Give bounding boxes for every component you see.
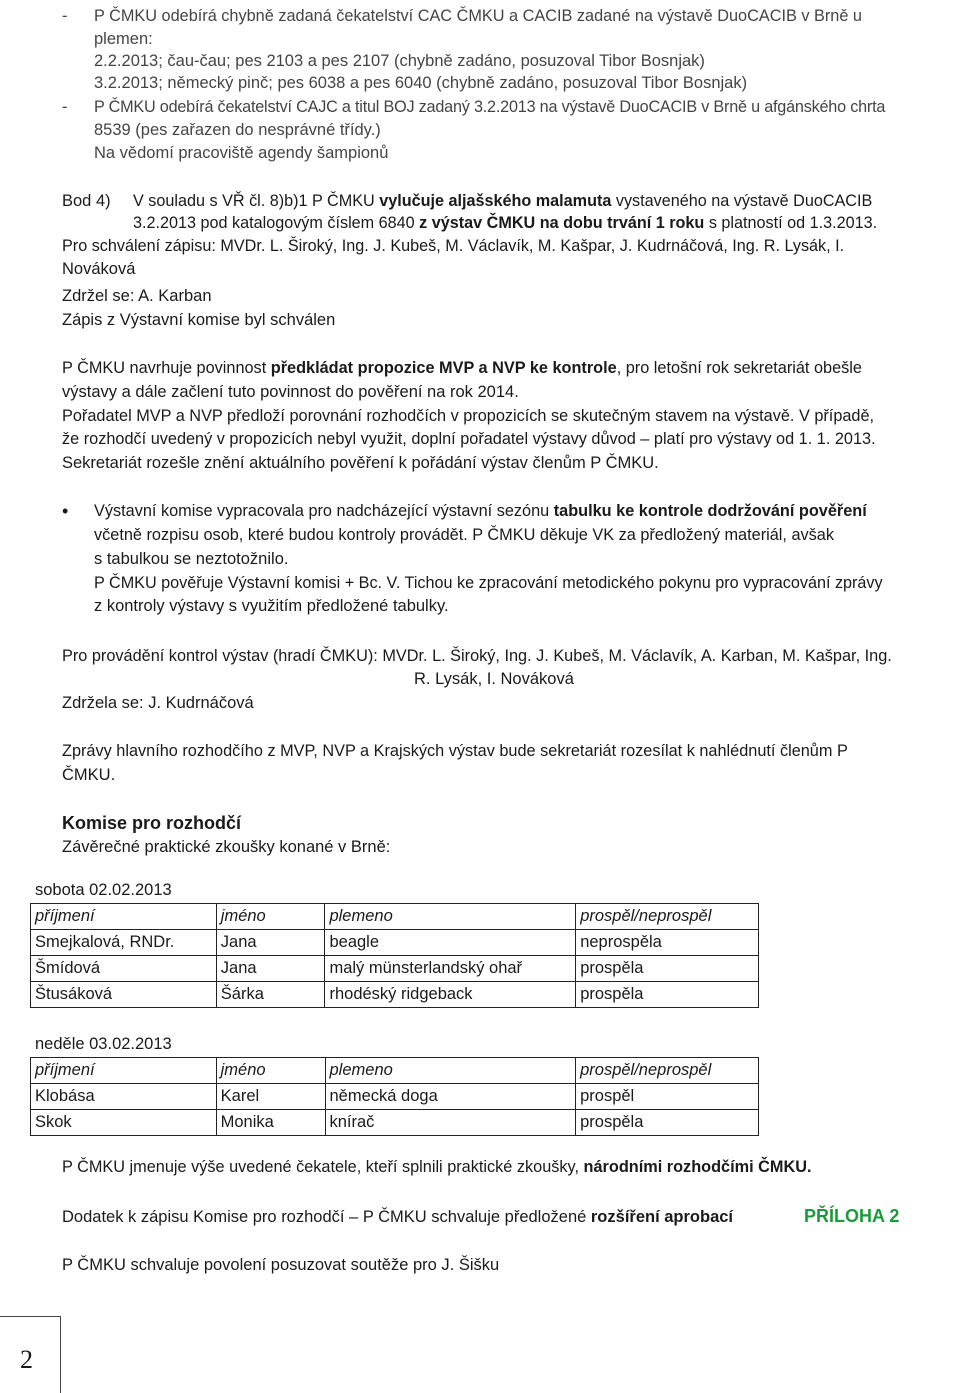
table-row: [31, 930, 759, 956]
header-cell: prospěl/neprospěl: [576, 1058, 759, 1084]
item1-line4: 3.2.2013; německý pinč; pes 6038 a pes 6040 (chybně zadáno, posuzoval Tibor Bosnjak): [94, 74, 748, 92]
table-row: [31, 1084, 759, 1110]
cell-surname: Štusáková: [31, 982, 217, 1008]
cell-result: prospěla: [576, 1110, 759, 1136]
para1-line1: P ČMKU navrhuje povinnost předkládat propozice MVP a NVP ke kontrole, pro letošní rok sekretariát obešle: [62, 359, 862, 377]
table-row: [31, 1110, 759, 1136]
item1-line5: P ČMKU odebírá čekatelství CAJC a titul BOJ zadaný 3.2.2013 na výstavě DuoCACIB v Brně u afgánského chrta: [94, 98, 886, 116]
cell-result: neprospěla: [576, 930, 759, 956]
header-cell: příjmení: [31, 1058, 217, 1084]
item1-line7: Na vědomí pracoviště agendy šampionů: [94, 144, 389, 162]
cell-surname: Klobása: [31, 1084, 217, 1110]
cell-name: Jana: [216, 930, 325, 956]
sunday-date: neděle 03.02.2013: [35, 1035, 172, 1053]
bod4-line2: 3.2.2013 pod katalogovým číslem 6840 z výstav ČMKU na dobu trvání 1 roku s platností od 1.3.2013.: [133, 214, 878, 232]
header-cell: plemeno: [325, 904, 576, 930]
cell-result: prospěla: [576, 982, 759, 1008]
item1-line3: 2.2.2013; čau-čau; pes 2103 a pes 2107 (chybně zadáno, posuzoval Tibor Bosnjak): [94, 52, 705, 70]
reports-line2: ČMKU.: [62, 766, 116, 784]
approval-line1: Pro schválení zápisu: MVDr. L. Široký, Ing. J. Kubeš, M. Václavík, M. Kašpar, J. Kudrnáčová, Ing. R. Lysák, I.: [62, 237, 845, 255]
bullet-line2: včetně rozpisu osob, které budou kontroly provádět. P ČMKU děkuje VK za předložený materiál, avšak: [94, 526, 834, 544]
controls-abstain: Zdržela se: J. Kudrnáčová: [62, 694, 254, 712]
dash-b: -: [62, 98, 68, 116]
attachment-label: PŘÍLOHA 2: [804, 1206, 900, 1226]
controls-line2: R. Lysák, I. Nováková: [414, 670, 574, 688]
saturday-date: sobota 02.02.2013: [35, 881, 172, 899]
table-row: [31, 956, 759, 982]
bullet-line5: z kontroly výstavy s využitím předložené tabulky.: [94, 597, 449, 615]
cell-breed: knírač: [325, 1110, 576, 1136]
saturday-table: [30, 903, 759, 1008]
sunday-table: [30, 1057, 759, 1136]
dash-a: -: [62, 7, 68, 25]
para1-line4: že rozhodčí uvedený v propozicích nebyl využit, doplní pořadatel výstavy důvod – platí pro výstavy od 1. 1. 2013.: [62, 430, 876, 448]
approval-line2: Nováková: [62, 260, 136, 278]
item1-line2: plemen:: [94, 30, 153, 48]
cell-name: Monika: [216, 1110, 325, 1136]
addendum-line: Dodatek k zápisu Komise pro rozhodčí – P ČMKU schvaluje předložené rozšíření aprobací: [62, 1208, 734, 1226]
table-header-row: [31, 1058, 759, 1084]
table-header-row: [31, 904, 759, 930]
cell-surname: Šmídová: [31, 956, 217, 982]
cell-name: Karel: [216, 1084, 325, 1110]
cell-breed: rhodéský ridgeback: [325, 982, 576, 1008]
cell-breed: beagle: [325, 930, 576, 956]
bullet-icon: •: [62, 501, 69, 521]
para1-line5: Sekretariát rozešle znění aktuálního pověření k pořádání výstav členům P ČMKU.: [62, 454, 659, 472]
para1-line3: Pořadatel MVP a NVP předloží porovnání rozhodčích v propozicích se skutečným stavem na výstavě. V případě,: [62, 407, 875, 425]
header-cell: příjmení: [31, 904, 217, 930]
bod4-label: Bod 4): [62, 192, 111, 210]
header-cell: prospěl/neprospěl: [576, 904, 759, 930]
commission-subtitle: Závěrečné praktické zkoušky konané v Brně:: [62, 838, 391, 856]
controls-line1: Pro provádění kontrol výstav (hradí ČMKU): MVDr. L. Široký, Ing. J. Kubeš, M. Václavík, A. Karban, M. Kašpar, Ing.: [62, 647, 892, 665]
cell-result: prospěla: [576, 956, 759, 982]
page-number: 2: [20, 1345, 33, 1374]
header-cell: jméno: [216, 904, 325, 930]
cell-name: Jana: [216, 956, 325, 982]
bullet-line4: P ČMKU pověřuje Výstavní komisi + Bc. V. Tichou ke zpracování metodického pokynu pro vypracování zprávy: [94, 574, 883, 592]
item1-line6: 8539 (pes zařazen do nesprávné třídy.): [94, 121, 381, 139]
abstain-line: Zdržel se: A. Karban: [62, 287, 212, 305]
cell-result: prospěl: [576, 1084, 759, 1110]
reports-line1: Zprávy hlavního rozhodčího z MVP, NVP a Krajských výstav bude sekretariát rozesílat k nahlédnutí členům P: [62, 742, 848, 760]
approved-line: Zápis z Výstavní komise byl schválen: [62, 311, 336, 329]
permit-line: P ČMKU schvaluje povolení posuzovat soutěže pro J. Šišku: [62, 1256, 500, 1274]
bullet-line1: Výstavní komise vypracovala pro nadcházející výstavní sezónu tabulku ke kontrole dodržování pověření: [94, 502, 867, 520]
item1-line1: P ČMKU odebírá chybně zadaná čekatelství CAC ČMKU a CACIB zadané na výstavě DuoCACIB v Brně u: [94, 7, 862, 25]
judges-line: P ČMKU jmenuje výše uvedené čekatele, kteří splnili praktické zkoušky, národními rozhodčími ČMKU.: [62, 1158, 812, 1176]
header-cell: jméno: [216, 1058, 325, 1084]
commission-heading: Komise pro rozhodčí: [62, 813, 242, 833]
table-row: [31, 982, 759, 1008]
cell-name: Šárka: [216, 982, 325, 1008]
para1-line2: výstavy a dále začlení tuto povinnost do pověření na rok 2014.: [62, 383, 519, 401]
cell-breed: malý münsterlandský ohař: [325, 956, 576, 982]
bullet-line3: s tabulkou se neztotožnilo.: [94, 550, 289, 568]
cell-breed: německá doga: [325, 1084, 576, 1110]
cell-surname: Skok: [31, 1110, 217, 1136]
bod4-line1: V souladu s VŘ čl. 8)b)1 P ČMKU vylučuje aljašského malamuta vystaveného na výstavě DuoCACIB: [133, 192, 873, 210]
header-cell: plemeno: [325, 1058, 576, 1084]
cell-surname: Smejkalová, RNDr.: [31, 930, 217, 956]
